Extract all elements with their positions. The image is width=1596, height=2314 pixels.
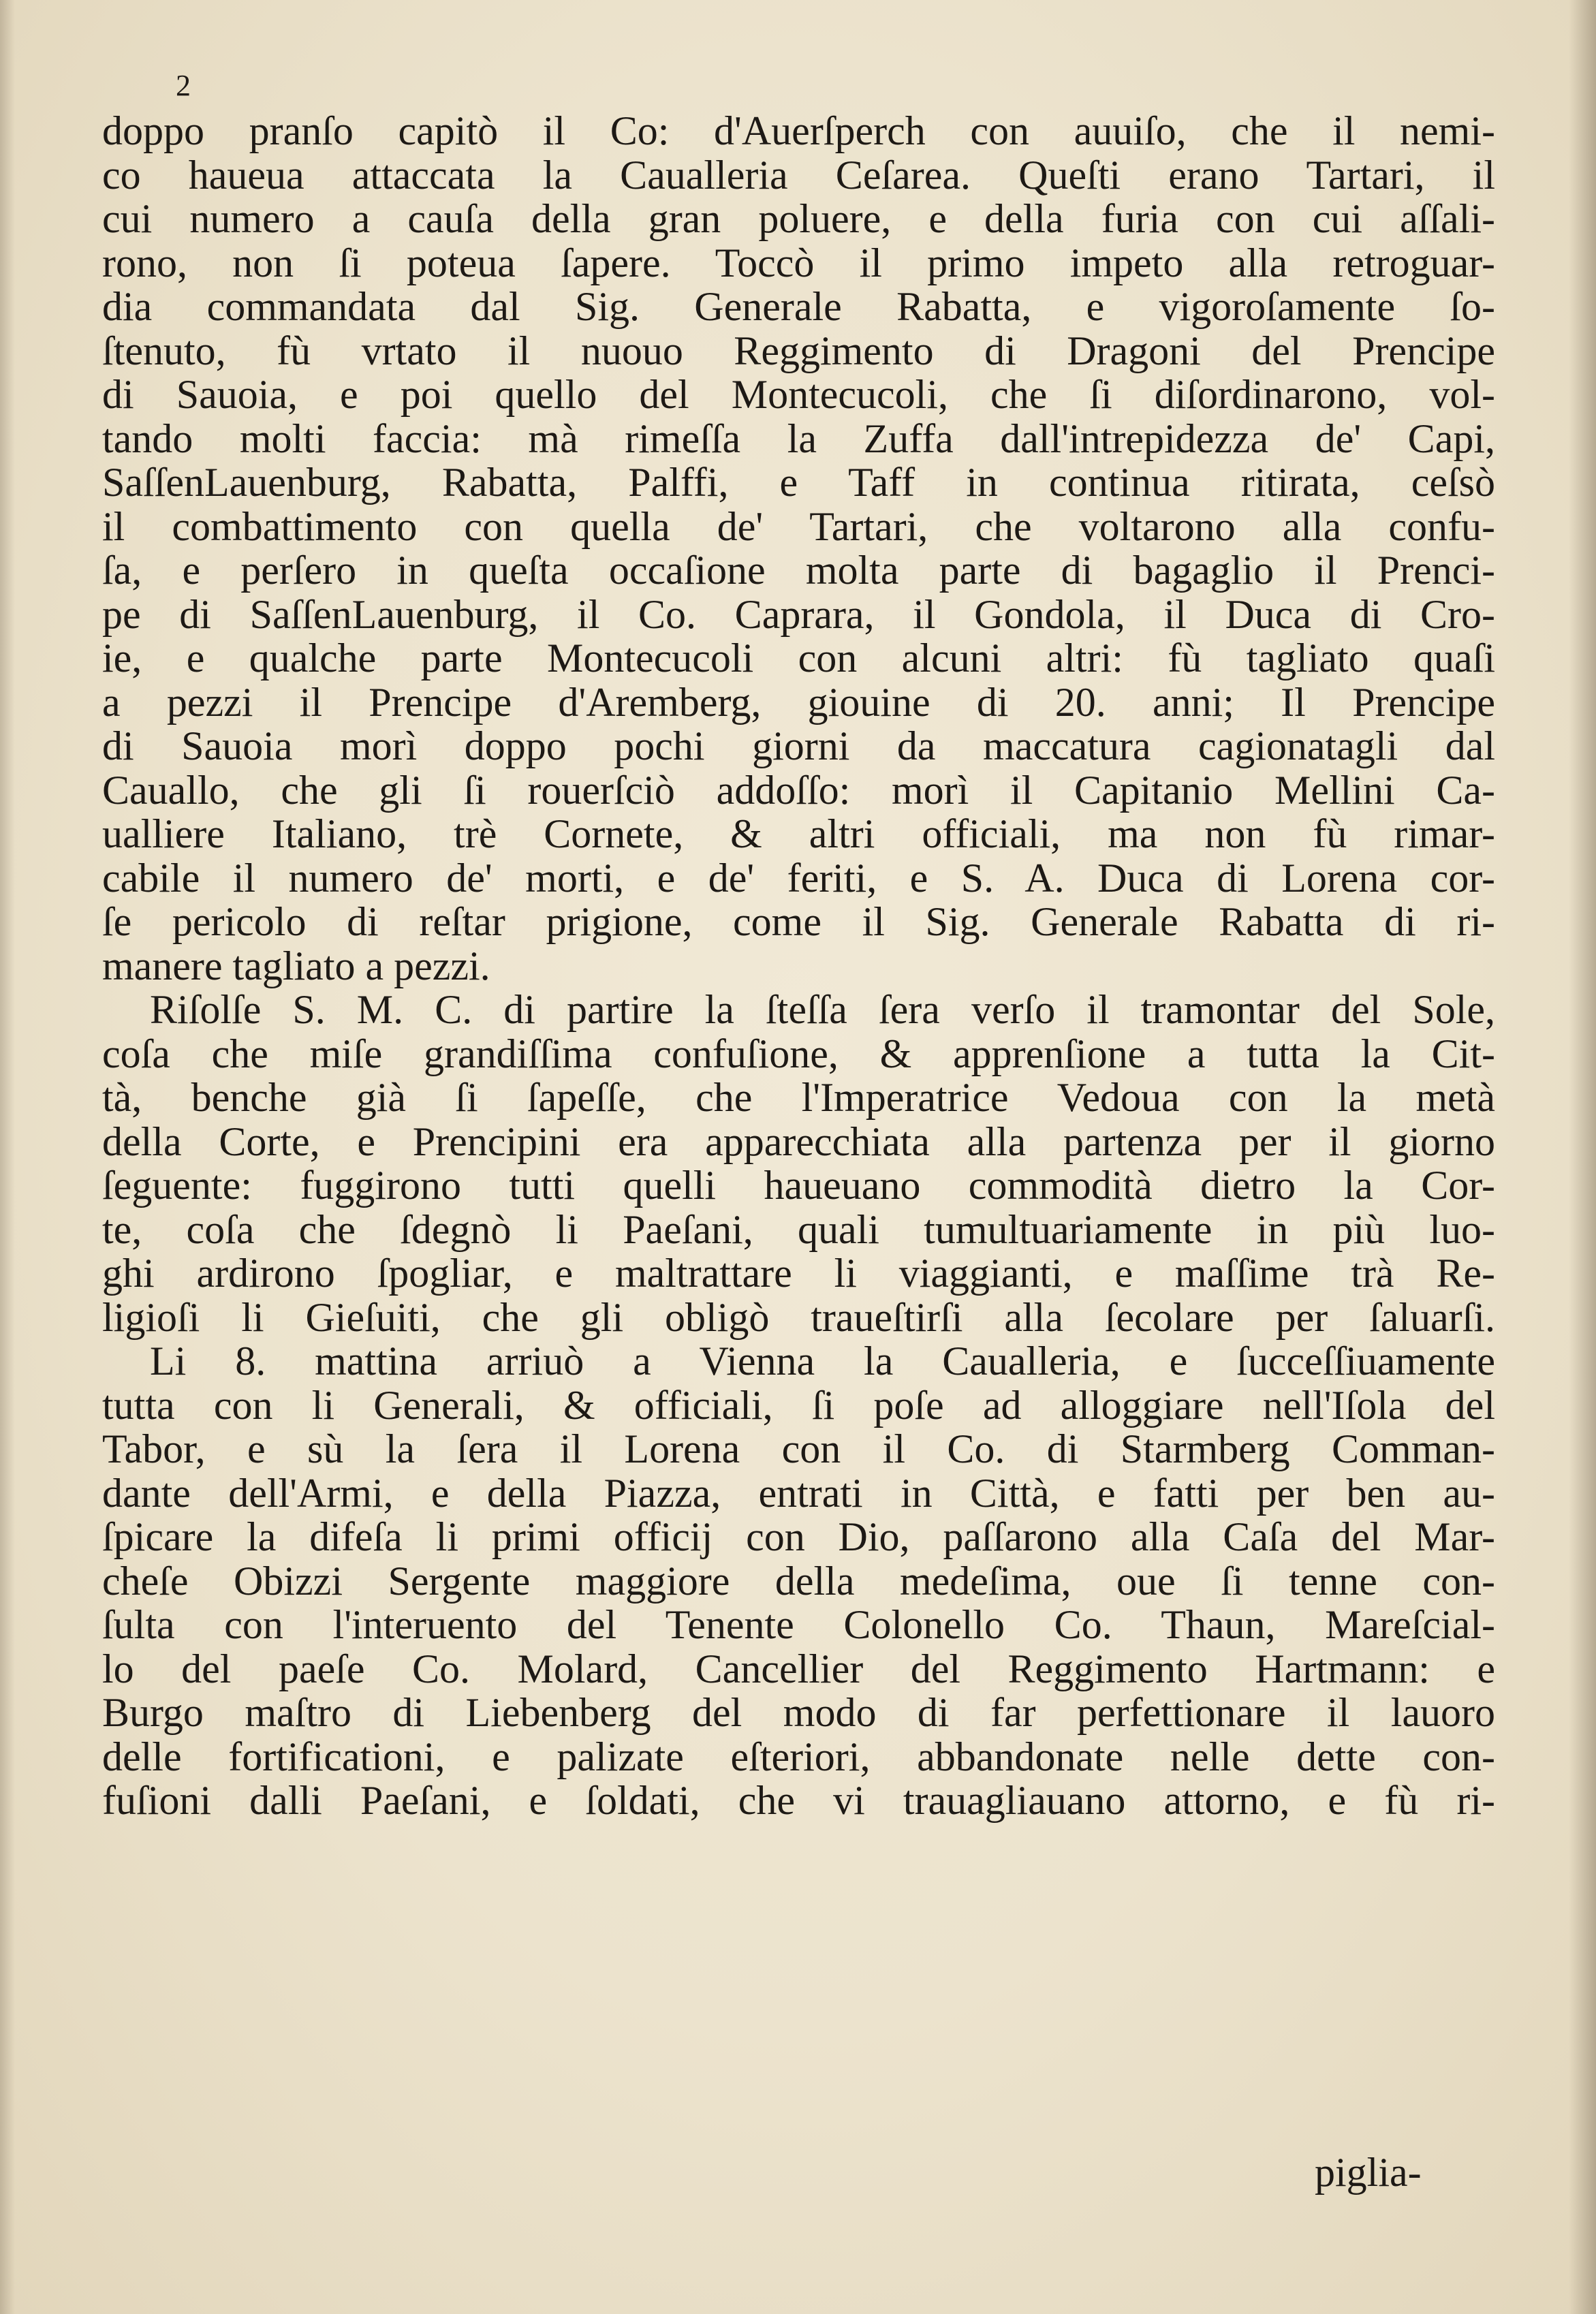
- page-number: 2: [176, 69, 191, 102]
- text-line-paragraph-start: Riſolſe S. M. C. di partire la ſteſſa ſera verſo il tramontar del Sole,: [150, 987, 1495, 1032]
- text-line: Burgo maſtro di Liebenberg del modo di far perfettionare il lauoro: [102, 1690, 1495, 1735]
- text-line: pe di SaſſenLauenburg, il Co. Caprara, il Gondola, il Duca di Cro-: [102, 591, 1495, 637]
- body-text: [102, 109, 1495, 1823]
- text-line: di Sauoia morì doppo pochi giorni da maccatura cagionatagli dal: [102, 723, 1495, 768]
- text-line: ſulta con l'interuento del Tenente Colonello Co. Thaun, Mareſcial-: [102, 1602, 1495, 1647]
- text-line: ligioſi li Gieſuiti, che gli obligò traueſtirſi alla ſecolare per ſaluarſi.: [102, 1294, 1495, 1340]
- text-line: ſpicare la difeſa li primi officij con Dio, paſſarono alla Caſa del Mar-: [102, 1514, 1495, 1559]
- text-line: a pezzi il Prencipe d'Aremberg, giouine di 20. anni; Il Prencipe: [102, 679, 1495, 725]
- text-line: rono, non ſi poteua ſapere. Toccò il primo impeto alla retroguar-: [102, 240, 1495, 285]
- page-right-shadow: [1569, 0, 1596, 2314]
- text-line: ſa, e perſero in queſta occaſione molta parte di bagaglio il Prenci-: [102, 548, 1495, 593]
- text-line: tà, benche già ſi ſapeſſe, che l'Imperatrice Vedoua con la metà: [102, 1075, 1495, 1120]
- text-line: ghi ardirono ſpogliar, e maltrattare li viaggianti, e maſſime trà Re-: [102, 1251, 1495, 1296]
- text-line: ualliere Italiano, trè Cornete, & altri officiali, ma non fù rimar-: [102, 811, 1495, 856]
- text-line: Cauallo, che gli ſi rouerſciò addoſſo: morì il Capitanio Mellini Ca-: [102, 767, 1495, 813]
- text-line: ie, e qualche parte Montecucoli con alcuni altri: fù tagliato quaſi: [102, 636, 1495, 681]
- text-line: coſa che miſe grandiſſima confuſione, & apprenſione a tutta la Cit-: [102, 1031, 1495, 1076]
- text-line-paragraph-end: manere tagliato a pezzi.: [102, 943, 490, 988]
- text-line: ſtenuto, fù vrtato il nuouo Reggimento di Dragoni del Prencipe: [102, 328, 1495, 373]
- text-line: dia commandata dal Sig. Generale Rabatta, e vigoroſamente ſo-: [102, 284, 1495, 329]
- text-line: co haueua attaccata la Caualleria Ceſarea. Queſti erano Tartari, il: [102, 152, 1495, 198]
- text-line: cheſe Obizzi Sergente maggiore della medeſima, oue ſi tenne con-: [102, 1558, 1495, 1604]
- text-line: cui numero a cauſa della gran poluere, e della furia con cui aſſali-: [102, 196, 1495, 241]
- text-line: delle fortificationi, e palizate eſteriori, abbandonate nelle dette con-: [102, 1734, 1495, 1779]
- text-line: tando molti faccia: mà rimeſſa la Zuffa dall'intrepidezza de' Capi,: [102, 416, 1495, 461]
- text-line: SaſſenLauenburg, Rabatta, Palffi, e Taff in continua ritirata, ceſsò: [102, 460, 1495, 505]
- text-line: tutta con li Generali, & officiali, ſi poſe ad alloggiare nell'Iſola del: [102, 1382, 1495, 1428]
- text-line: Tabor, e sù la ſera il Lorena con il Co. di Starmberg Comman-: [102, 1426, 1495, 1471]
- text-line: fuſioni dalli Paeſani, e ſoldati, che vi trauagliauano attorno, e fù ri-: [102, 1778, 1495, 1823]
- text-line: di Sauoia, e poi quello del Montecucoli, che ſi diſordinarono, vol-: [102, 372, 1495, 417]
- text-line: il combattimento con quella de' Tartari, che voltarono alla confu-: [102, 503, 1495, 549]
- text-line: lo del paeſe Co. Molard, Cancellier del Reggimento Hartmann: e: [102, 1646, 1495, 1691]
- text-line: ſe pericolo di reſtar prigione, come il Sig. Generale Rabatta di ri-: [102, 899, 1495, 944]
- page-left-shadow: [0, 0, 15, 2314]
- text-line: doppo pranſo capitò il Co: d'Auerſperch con auuiſo, che il nemi-: [102, 108, 1495, 153]
- text-line: cabile il numero de' morti, e de' feriti, e S. A. Duca di Lorena cor-: [102, 855, 1495, 901]
- catchword: piglia-: [1315, 2150, 1422, 2195]
- text-line: dante dell'Armi, e della Piazza, entrati in Città, e fatti per ben au-: [102, 1470, 1495, 1516]
- text-line: te, coſa che ſdegnò li Paeſani, quali tumultuariamente in più luo-: [102, 1206, 1495, 1252]
- text-line: ſeguente: fuggirono tutti quelli haueuano commodità dietro la Cor-: [102, 1163, 1495, 1208]
- text-line: della Corte, e Prencipini era apparecchiata alla partenza per il giorno: [102, 1119, 1495, 1164]
- text-line-paragraph-start: Li 8. mattina arriuò a Vienna la Caualleria, e ſucceſſiuamente: [150, 1339, 1495, 1383]
